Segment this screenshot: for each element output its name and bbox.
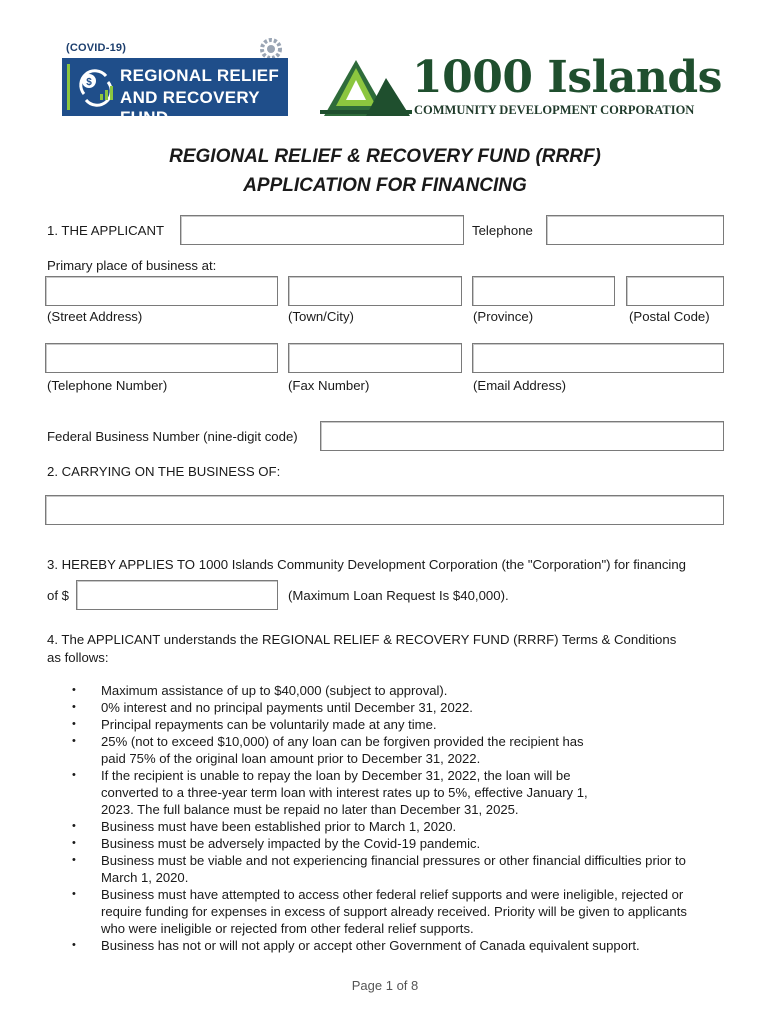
province-label: (Province) xyxy=(473,309,534,324)
list-item: • 0% interest and no principal payments until December 31, 2022. xyxy=(60,699,740,716)
business-description-input[interactable] xyxy=(45,495,724,525)
email-address-label: (Email Address) xyxy=(473,378,567,393)
business-of-label: 2. CARRYING ON THE BUSINESS OF: xyxy=(47,464,281,479)
page-number: Page 1 of 8 xyxy=(351,978,419,993)
terms-intro-line2: as follows: xyxy=(47,650,109,665)
list-item: • Business must be viable and not experiencing financial pressures or other financial difficulties prior to March 1, 2020. xyxy=(60,852,740,886)
tic-logo xyxy=(320,52,722,120)
list-item: • Business has not or will not apply or accept other Government of Canada equivalent support. xyxy=(60,937,740,954)
business-number-input[interactable] xyxy=(320,421,724,451)
list-item: • Business must have been established prior to March 1, 2020. xyxy=(60,818,740,835)
list-item: • 25% (not to exceed $10,000) of any loan can be forgiven provided the recipient has paid 75% of the original loan amount prior to December 31, 2022. xyxy=(60,733,740,767)
province-input[interactable] xyxy=(472,276,615,306)
terms-list xyxy=(60,682,740,954)
tic-subtitle: COMMUNITY DEVELOPMENT CORPORATION xyxy=(414,103,695,117)
town-city-label: (Town/City) xyxy=(288,309,354,324)
postal-code-input[interactable] xyxy=(626,276,724,306)
telephone-input[interactable] xyxy=(546,215,724,245)
fax-number-label: (Fax Number) xyxy=(288,378,370,393)
page-title: REGIONAL RELIEF & RECOVERY FUND (RRRF) xyxy=(169,146,601,167)
telephone-label: Telephone xyxy=(472,223,533,238)
fax-number-input[interactable] xyxy=(288,343,462,373)
rrrf-banner xyxy=(62,58,288,127)
primary-place-label: Primary place of business at: xyxy=(47,258,217,273)
list-item: • If the recipient is unable to repay the loan by December 31, 2022, the loan will be converted to a three-year term loan with interest rates up to 5%, effective January 1, 2023. The full balance must be repaid no later than December 31, 2025. xyxy=(60,767,740,818)
applicant-input[interactable] xyxy=(180,215,464,245)
rrrf-logo xyxy=(62,42,292,127)
business-number-label: Federal Business Number (nine-digit code) xyxy=(47,429,298,444)
list-item: • Maximum assistance of up to $40,000 (subject to approval). xyxy=(60,682,740,699)
amount-prefix: of $ xyxy=(47,588,69,603)
town-city-input[interactable] xyxy=(288,276,462,306)
loan-amount-input[interactable] xyxy=(76,580,278,610)
email-address-input[interactable] xyxy=(472,343,724,373)
postal-code-label: (Postal Code) xyxy=(629,309,710,324)
telephone-number-label: (Telephone Number) xyxy=(47,378,168,393)
covid-tag: (COVID-19) xyxy=(66,42,127,54)
list-item: • Business must have attempted to access other federal relief supports and were ineligible, rejected or require funding for expenses in excess of support already received. Priority will be given to applicants who were ineligible or rejected from other federal relief supports. xyxy=(60,886,740,937)
tic-name: 1000 Islands xyxy=(412,52,722,103)
rrrf-title-line2: AND RECOVERY FUND xyxy=(120,88,260,127)
rrrf-title-line1: REGIONAL RELIEF xyxy=(120,66,280,85)
applicant-label: 1. THE APPLICANT xyxy=(47,223,165,238)
telephone-number-input[interactable] xyxy=(45,343,278,373)
page-subtitle: APPLICATION FOR FINANCING xyxy=(243,175,527,196)
applies-text: 3. HEREBY APPLIES TO 1000 Islands Community Development Corporation (the "Corporation") for financing xyxy=(47,557,687,572)
street-address-label: (Street Address) xyxy=(47,309,143,324)
terms-intro-line1: 4. The APPLICANT understands the REGIONAL RELIEF & RECOVERY FUND (RRRF) Terms & Conditions xyxy=(47,632,677,647)
list-item: • Principal repayments can be voluntarily made at any time. xyxy=(60,716,740,733)
max-loan-note: (Maximum Loan Request Is $40,000). xyxy=(288,588,509,603)
accent-bar xyxy=(67,64,70,110)
dollar-recovery-icon xyxy=(76,68,116,108)
list-item: • Business must be adversely impacted by the Covid-19 pandemic. xyxy=(60,835,740,852)
street-address-input[interactable] xyxy=(45,276,278,306)
svg-text:$: $ xyxy=(86,77,92,88)
pine-tree-icon xyxy=(320,58,412,118)
